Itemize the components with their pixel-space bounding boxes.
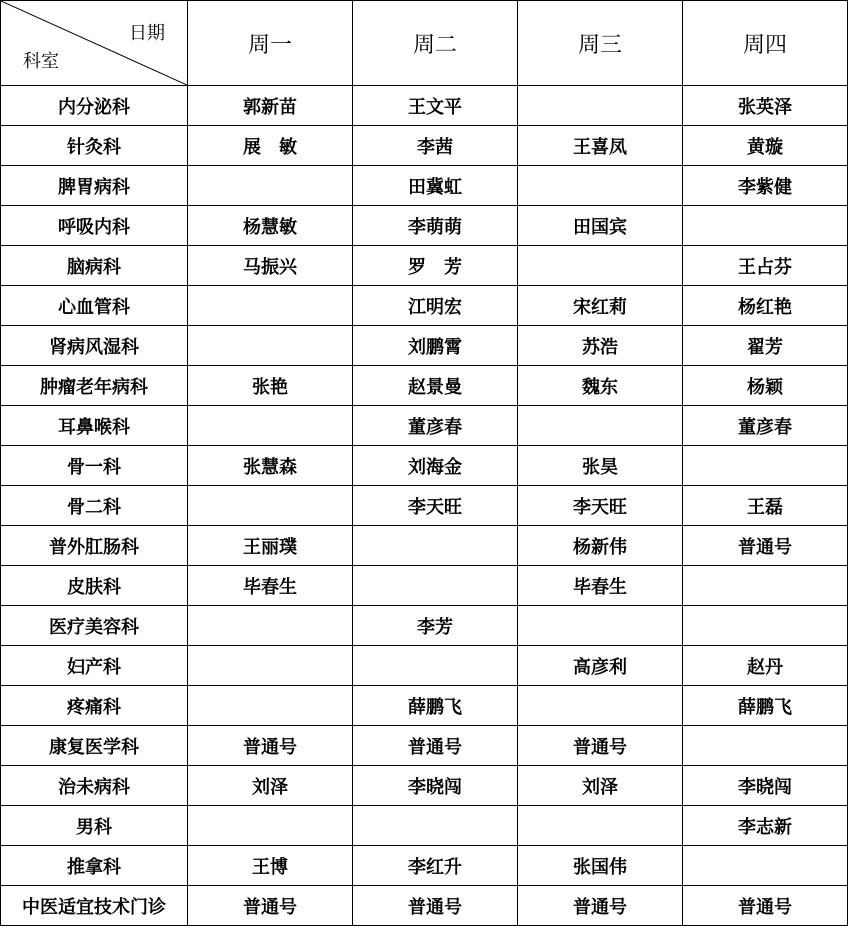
department-cell: 骨一科 [1, 446, 188, 486]
doctor-cell: 杨新伟 [518, 526, 683, 566]
doctor-cell: 李晓闯 [683, 766, 848, 806]
day-header-mon: 周一 [188, 1, 353, 86]
table-row [1, 326, 848, 366]
doctor-cell: 王喜凤 [518, 126, 683, 166]
doctor-cell: 杨红艳 [683, 286, 848, 326]
doctor-cell: 普通号 [683, 526, 848, 566]
doctor-cell [353, 526, 518, 566]
day-header-tue: 周二 [353, 1, 518, 86]
doctor-cell [188, 486, 353, 526]
table-row [1, 406, 848, 446]
doctor-cell [353, 806, 518, 846]
department-cell: 医疗美容科 [1, 606, 188, 646]
doctor-cell: 普通号 [518, 886, 683, 926]
doctor-cell: 高彦利 [518, 646, 683, 686]
doctor-cell: 普通号 [683, 886, 848, 926]
doctor-cell: 郭新苗 [188, 86, 353, 126]
doctor-cell: 杨颖 [683, 366, 848, 406]
doctor-cell: 李茜 [353, 126, 518, 166]
doctor-cell: 普通号 [353, 726, 518, 766]
doctor-cell [188, 406, 353, 446]
doctor-cell: 李紫健 [683, 166, 848, 206]
department-cell: 内分泌科 [1, 86, 188, 126]
doctor-cell: 王占芬 [683, 246, 848, 286]
doctor-cell [188, 686, 353, 726]
doctor-cell: 李萌萌 [353, 206, 518, 246]
department-cell: 肿瘤老年病科 [1, 366, 188, 406]
doctor-cell: 王磊 [683, 486, 848, 526]
table-row [1, 686, 848, 726]
doctor-cell: 李志新 [683, 806, 848, 846]
doctor-cell [188, 606, 353, 646]
corner-date-label: 日期 [129, 23, 165, 44]
corner-dept-label: 科室 [23, 51, 59, 72]
table-row [1, 846, 848, 886]
doctor-cell [683, 446, 848, 486]
doctor-cell: 张昊 [518, 446, 683, 486]
doctor-cell [518, 606, 683, 646]
doctor-cell: 刘海金 [353, 446, 518, 486]
doctor-cell [518, 686, 683, 726]
doctor-cell [683, 726, 848, 766]
schedule-body [1, 86, 848, 926]
table-row [1, 446, 848, 486]
doctor-cell: 毕春生 [518, 566, 683, 606]
table-row [1, 206, 848, 246]
doctor-cell: 杨慧敏 [188, 206, 353, 246]
doctor-cell: 薛鹏飞 [683, 686, 848, 726]
department-cell: 肾病风湿科 [1, 326, 188, 366]
doctor-cell [188, 326, 353, 366]
day-header-thu: 周四 [683, 1, 848, 86]
doctor-cell [683, 846, 848, 886]
department-cell: 妇产科 [1, 646, 188, 686]
doctor-cell: 薛鹏飞 [353, 686, 518, 726]
doctor-cell [518, 166, 683, 206]
doctor-cell: 宋红莉 [518, 286, 683, 326]
doctor-cell: 田冀虹 [353, 166, 518, 206]
table-row [1, 366, 848, 406]
doctor-cell: 王丽璞 [188, 526, 353, 566]
department-cell: 普外肛肠科 [1, 526, 188, 566]
table-row [1, 806, 848, 846]
doctor-cell: 李芳 [353, 606, 518, 646]
doctor-cell [188, 646, 353, 686]
department-cell: 中医适宜技术门诊 [1, 886, 188, 926]
table-row [1, 486, 848, 526]
table-row [1, 526, 848, 566]
doctor-cell [188, 806, 353, 846]
department-cell: 骨二科 [1, 486, 188, 526]
doctor-cell [353, 566, 518, 606]
doctor-cell: 黄璇 [683, 126, 848, 166]
doctor-cell [518, 246, 683, 286]
doctor-cell: 毕春生 [188, 566, 353, 606]
doctor-cell: 刘鹏霄 [353, 326, 518, 366]
department-cell: 针灸科 [1, 126, 188, 166]
department-cell: 心血管科 [1, 286, 188, 326]
table-row [1, 726, 848, 766]
day-header-wed: 周三 [518, 1, 683, 86]
doctor-cell: 李红升 [353, 846, 518, 886]
doctor-cell: 王文平 [353, 86, 518, 126]
department-cell: 皮肤科 [1, 566, 188, 606]
doctor-cell [683, 606, 848, 646]
table-row [1, 766, 848, 806]
doctor-cell: 李天旺 [518, 486, 683, 526]
table-row [1, 86, 848, 126]
doctor-cell: 展 敏 [188, 126, 353, 166]
doctor-cell [683, 206, 848, 246]
department-cell: 脾胃病科 [1, 166, 188, 206]
table-row [1, 126, 848, 166]
table-row [1, 566, 848, 606]
doctor-cell: 普通号 [188, 886, 353, 926]
doctor-cell: 赵景曼 [353, 366, 518, 406]
doctor-cell: 苏浩 [518, 326, 683, 366]
doctor-cell: 魏东 [518, 366, 683, 406]
department-cell: 耳鼻喉科 [1, 406, 188, 446]
doctor-cell: 董彦春 [683, 406, 848, 446]
doctor-cell: 马振兴 [188, 246, 353, 286]
corner-header-cell [1, 1, 188, 86]
doctor-cell: 王博 [188, 846, 353, 886]
doctor-cell [518, 806, 683, 846]
department-cell: 男科 [1, 806, 188, 846]
table-row [1, 286, 848, 326]
doctor-cell [518, 406, 683, 446]
table-row [1, 886, 848, 926]
doctor-cell: 张慧森 [188, 446, 353, 486]
doctor-cell: 刘泽 [518, 766, 683, 806]
department-cell: 脑病科 [1, 246, 188, 286]
doctor-cell: 罗 芳 [353, 246, 518, 286]
doctor-cell: 赵丹 [683, 646, 848, 686]
department-cell: 推拿科 [1, 846, 188, 886]
doctor-cell: 张英泽 [683, 86, 848, 126]
department-cell: 康复医学科 [1, 726, 188, 766]
doctor-cell: 江明宏 [353, 286, 518, 326]
doctor-cell [683, 566, 848, 606]
table-row [1, 606, 848, 646]
doctor-cell: 董彦春 [353, 406, 518, 446]
doctor-cell [518, 86, 683, 126]
department-cell: 治未病科 [1, 766, 188, 806]
table-row [1, 646, 848, 686]
doctor-cell: 普通号 [518, 726, 683, 766]
doctor-cell: 翟芳 [683, 326, 848, 366]
doctor-cell: 普通号 [188, 726, 353, 766]
doctor-cell: 田国宾 [518, 206, 683, 246]
table-row [1, 166, 848, 206]
department-cell: 呼吸内科 [1, 206, 188, 246]
doctor-cell: 张国伟 [518, 846, 683, 886]
department-cell: 疼痛科 [1, 686, 188, 726]
doctor-cell: 李天旺 [353, 486, 518, 526]
doctor-cell [188, 166, 353, 206]
doctor-cell: 李晓闯 [353, 766, 518, 806]
doctor-cell: 刘泽 [188, 766, 353, 806]
table-row [1, 246, 848, 286]
doctor-cell [353, 646, 518, 686]
doctor-cell: 普通号 [353, 886, 518, 926]
header-row [1, 1, 848, 86]
doctor-cell [188, 286, 353, 326]
doctor-cell: 张艳 [188, 366, 353, 406]
